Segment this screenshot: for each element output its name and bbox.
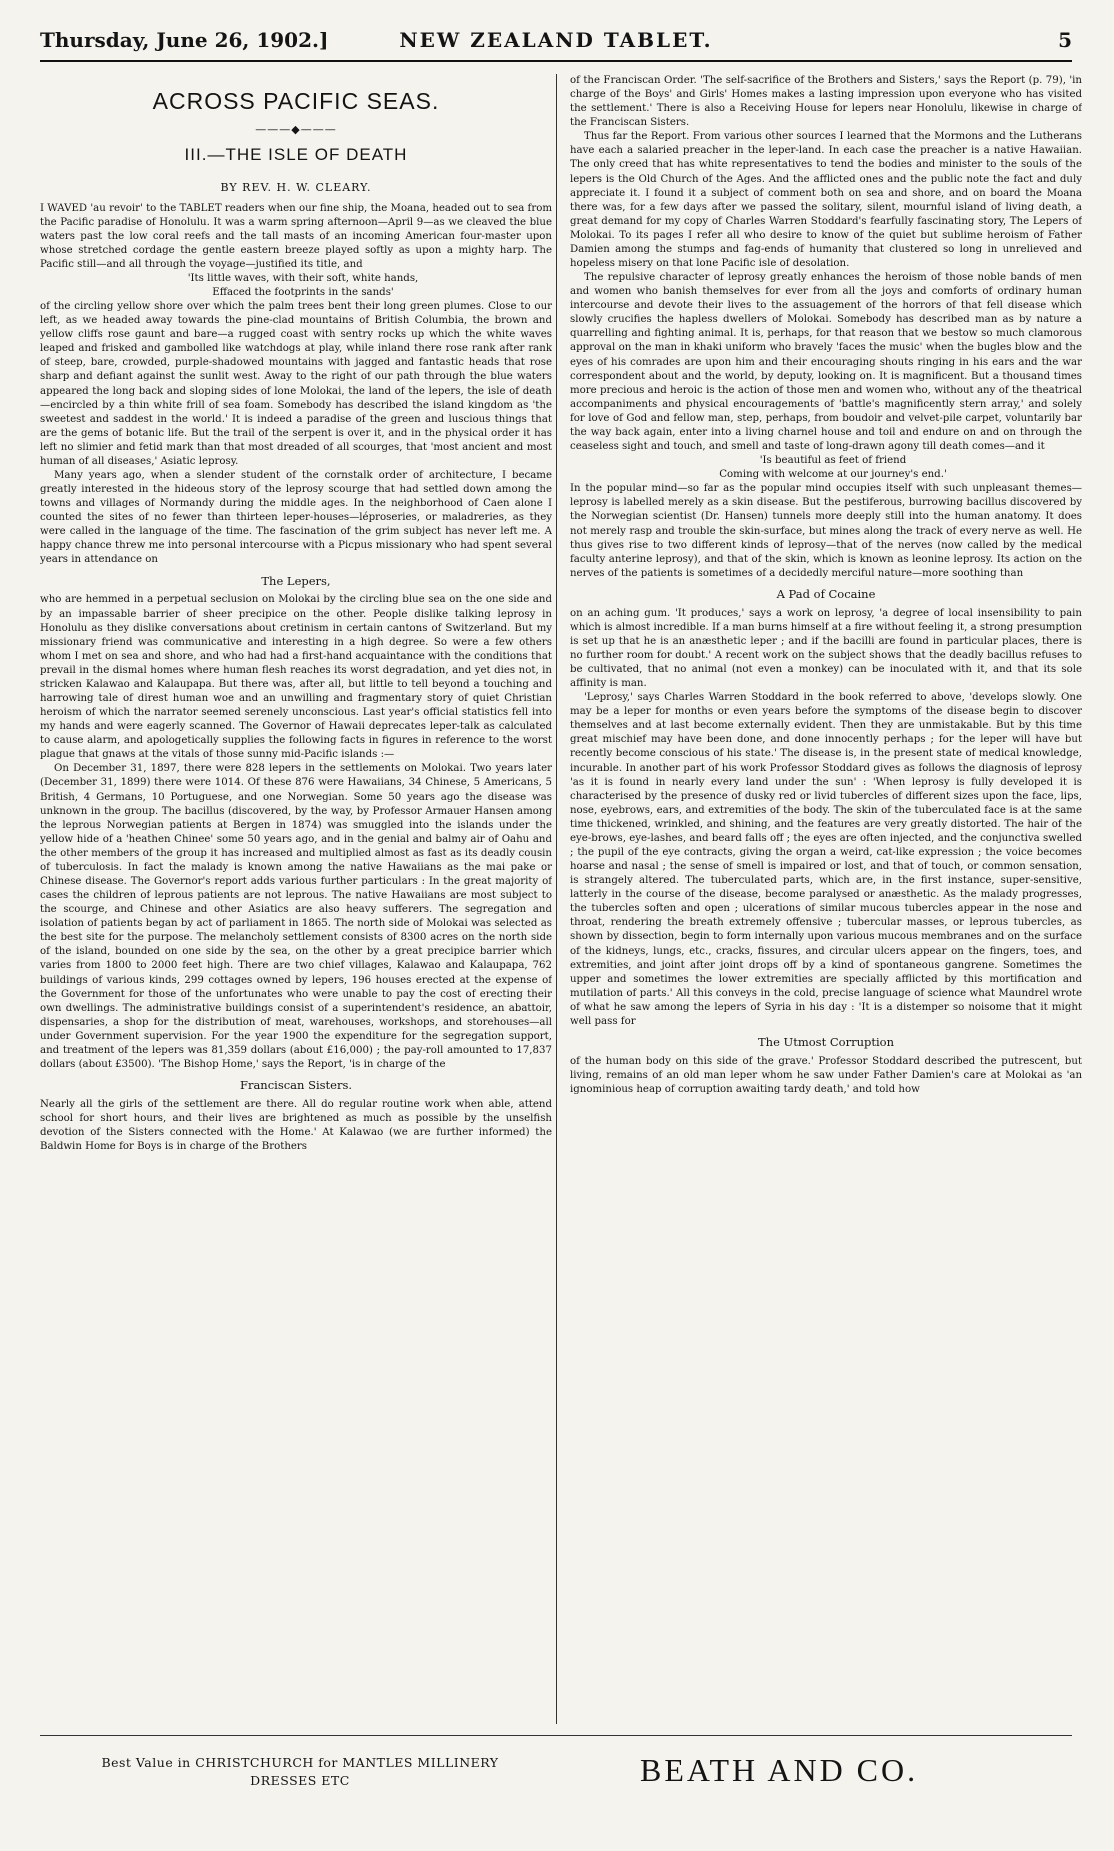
page-header bbox=[40, 24, 1072, 64]
paragraph: On December 31, 1897, there were 828 lepers in the settlements on Molokai. Two years later (December 31, 1899) there were 1014. Of these 876 were Hawaiians, 34 Chinese, 5 Americans, 5 British, 4 Germans, 10 Portuguese, and one Norwegian. Some 50 years ago the disease was unknown in the group. The bacillus (discovered, by the way, by Professor Armauer Hansen among the leprous Norwegian patients at Bergen in 1874) was smuggled into the islands under the yellow hide of a 'heathen Chinee' some 50 years ago, and in the genial and balmy air of Oahu and the other members of the group it has increased and multiplied almost as fast as its deadly cousin of tuberculosis. In fact the malady is known among the native Hawaiians as the mai pake or Chinese disease. The Governor's report adds various further particulars : In the great majority of cases the children of leprous patients are not leprous. The native Hawaiians are most subject to the scourge, and Chinese and other Asiatics are also heavy sufferers. The segregation and isolation of patients began by act of parliament in 1865. The north side of Molokai was selected as the best site for the purpose. The melancholy settlement consists of 8300 acres on the north side of the island, bounded on one side by the sea, on the other by a great precipice barrier which varies from 1800 to 2000 feet high. There are two chief villages, Kalawao and Kalaupapa, 762 buildings of various kinds, 299 cottages owned by lepers, 196 houses erected at the expense of the Government for those of the unfortunates who were unable to pay the cost of erecting their own dwellings. The administrative buildings consist of a superintendent's residence, an abattoir, dispensaries, a shop for the distribution of meat, warehouses, workshops, and storehouses—all under Government supervision. For the year 1900 the expenditure for the segregation support, and treatment of the lepers was 81,359 dollars (about £16,000) ; the pay-roll amounted to 17,837 dollars (about £3500). 'The Bishop Home,' says the Report, 'is in charge of the bbox=[40, 763, 552, 1070]
advert-line: Best Value in CHRISTCHURCH for MANTLES MILLINERY bbox=[101, 1755, 499, 1770]
header-rule bbox=[40, 60, 1072, 62]
paragraph: Thus far the Report. From various other sources I learned that the Mormons and the Lutherans have each a salaried preacher in the leper-land. In each case the preacher is a native Hawaiian. The only creed that has white representatives to tend the bodies and minister to the souls of the lepers is the Old Church of the Ages. And the afflicted ones and the public note the fact and duly appreciate it. I found it a subject of comment both on sea and shore, and on board the Moana there was, for a few days after we passed the solitary, silent, mournful island of living death, a great demand for my copy of Charles Warren Stoddard's fearfully fascinating story, The Lepers of Molokai. To its pages I refer all who desire to know of the quiet but sublime heroism of Father Damien among the stumps and fag-ends of humanity that clustered so long in unrelieved and hopeless misery on that lone Pacific isle of desolation. bbox=[570, 131, 1082, 270]
issue-date: Thursday, June 26, 1902.] bbox=[40, 28, 329, 52]
paragraph: Many years ago, when a slender student of the cornstalk order of architecture, I became greatly interested in the hideous story of the leprosy scourge that had settled down among the towns and villages of Normandy during the middle ages. In the neighborhood of Caen alone I counted the sites of no fewer than thirteen leper-houses—léproseries, or maladreries, as they were called in the language of the time. The fascination of the grim subject has never left me. A happy chance threw me into personal intercourse with a Picpus missionary who had spent several years in attendance on bbox=[40, 470, 552, 566]
paragraph: of the human body on this side of the grave.' Professor Stoddard described the putrescent, but living, remains of an old man leper whom he saw under Father Damien's care at Molokai as 'an ignominious heap of corruption awaiting tardy death,' and told how bbox=[570, 1055, 1082, 1096]
paragraph: The repulsive character of leprosy greatly enhances the heroism of those noble bands of men and women who banish themselves for ever from all the joys and comforts of ordinary human intercourse and devote their lives to the assuagement of the horrors of that fell disease which slowly crucifies the hapless dwellers of Molokai. Somebody has described man as by nature a quarrelling and fighting animal. It is, perhaps, for that reason that we bestow so much clamorous approval on the man in khaki uniform who bravely 'faces the music' when the bugles blow and the eyes of his comrades are upon him and their encouraging shouts ringing in his ears and the war correspondent about and the world, by deputy, looking on. It is magnificent. But a thousand times more precious and heroic is the action of those men and women who, without any of the theatrical accompaniments and physical encouragements of 'battle's magnificently stern array,' and solely for love of God and fellow man, step, perhaps, from boudoir and velvet-pile carpet, voluntarily bar the way back again, enter into a living charnel house and toil and endure on and on through the ceaseless sight and touch, and smell and taste of long-drawn agony till death comes—and it bbox=[570, 272, 1082, 453]
verse-line: 'Is beautiful as feet of friend bbox=[759, 455, 907, 467]
article-title: ACROSS PACIFIC SEAS. bbox=[152, 88, 440, 114]
paragraph: of the circling yellow shore over which the palm trees bent their long green plumes. Close to our left, as we headed away towards the pine-clad mountains of British Columbia, the brown and yellow cliffs rose gaunt and bare—a rugged coast with sentry rocks up which the white waves leaped and frisked and gambolled like watchdogs at play, while inland there rose rank after rank of steep, bare, crowded, purple-shadowed mountains with jagged and fantastic heads that rose sharp and defiant against the sunlit west. Away to the right of our path through the blue waters appeared the long back and sloping sides of lone Molokai, the land of the lepers, the isle of death—encircled by a thin white frill of sea foam. Somebody has described the island kingdom as 'the sweetest and saddest in the world.' It is indeed a paradise of the green and luscious things that are the gems of botanic life. But the trail of the serpent is over it, and in the physical order it has left no slimier and fetid mark than that most dreaded of all scourges, that 'most ancient and most human of all diseases,' Asiatic leprosy. bbox=[40, 301, 552, 467]
subheading: A Pad of Cocaine bbox=[776, 586, 876, 601]
byline: BY REV. H. W. CLEARY. bbox=[220, 181, 372, 195]
left-column bbox=[40, 74, 552, 1724]
verse-line: 'Its little waves, with their soft, white hands, bbox=[187, 272, 419, 284]
subheading: The Utmost Corruption bbox=[758, 1035, 894, 1050]
article-subtitle: III.—THE ISLE OF DEATH bbox=[184, 144, 408, 164]
paragraph: In the popular mind—so far as the popular mind occupies itself with such unpleasant themes—leprosy is labelled merely as a skin disease. But the pestiferous, burrowing bacillus discovered by the Norwegian scientist (Dr. Hansen) tunnels more deeply still into the human anatomy. It does not merely rasp and trouble the skin-surface, but mines along the track of every nerve as well. He thus gives rise to two different kinds of leprosy—that of the nerves (now called by the medical faculty anterine leprosy), and that of the skin, which is known as leonine leprosy. Its action on the nerves of the patients is sometimes of a decidedly merciful nature—more soothing than bbox=[570, 483, 1082, 579]
advert-right: BEATH AND CO. bbox=[640, 1752, 919, 1788]
paragraph: 'Leprosy,' says Charles Warren Stoddard in the book referred to above, 'develops slowly. One may be a leper for months or even years before the symptoms of the disease begin to discover themselves and at last become externally evident. Then they are unmistakable. But by this time great mischief may have been done, and done innocently perhaps ; for the leper will have but recently become conscious of his state.' The disease is, in the present state of medical knowledge, incurable. In another part of his work Professor Stoddard gives as follows the diagnosis of leprosy 'as it is found in nearly every land under the sun' : 'When leprosy is fully developed it is characterised by the presence of dusky red or livid tubercles of different sizes upon the face, lips, nose, eyebrows, ears, and extremities of the body. The skin of the tuberculated face is at the same time thickened, wrinkled, and shining, and the features are very greatly distorted. The hair of the eye-brows, eye-lashes, and beard falls off ; the eyes are often injected, and the conjunctiva swelled ; the pupil of the eye contracts, giving the organ a weird, cat-like expression ; the voice becomes hoarse and nasal ; the sense of smell is impaired or lost, and that of touch, or common sensation, is strangely altered. The tuberculated parts, which are, in the first instance, super-sensitive, latterly in the course of the disease, become paralysed or anæsthetic. As the malady progresses, the tubercles soften and open ; ulcerations of similar mucous tubercles appear in the nose and throat, rendering the breath extremely offensive ; tubercular masses, or leprous tubercles, as shown by dissection, begin to form internally upon various mucous membranes and on the surface of the kidneys, lungs, etc., cracks, fissures, and circular ulcers appear on the fingers, toes, and extremities, and joint after joint drops off by a kind of spontaneous gangrene. Sometimes the upper and sometimes the lower extremities are specially afflicted by this mortification and mutilation of parts.' All this conveys in the cold, precise language of science what Maundrel wrote of what he saw among the lepers of Syria in his day : 'It is a distemper so noisome that it might well pass for bbox=[570, 692, 1082, 1027]
page-number: 5 bbox=[1058, 28, 1072, 52]
footer-rule bbox=[40, 1735, 1072, 1736]
advert-left bbox=[80, 1754, 520, 1789]
advert-line: DRESSES ETC bbox=[250, 1772, 350, 1788]
subheading: The Lepers, bbox=[261, 573, 331, 588]
paragraph: of the Franciscan Order. 'The self-sacrifice of the Brothers and Sisters,' says the Report (p. 79), 'in charge of the Boys' and Girls' Homes makes a lasting impression upon everyone who has visited the settlement.' There is also a Receiving House for lepers near Honolulu, likewise in charge of the Franciscan Sisters. bbox=[570, 75, 1082, 129]
subheading: Franciscan Sisters. bbox=[239, 1078, 353, 1093]
title-ornament: ———◆——— bbox=[255, 122, 337, 136]
paragraph: who are hemmed in a perpetual seclusion on Molokai by the circling blue sea on the one side and by an impassable barrier of sheer precipice on the other. People dislike talking leprosy in Honolulu as they dislike conversations about cretinism in certain cantons of Switzerland. But my missionary friend was communicative and interesting in a high degree. So were a few others whom I met on sea and shore, and who had had a first-hand acquaintance with the conditions that prevail in the dismal homes where human flesh reaches its worst degradation, and yet dies not, in stricken Kalawao and Kalaupapa. But there was, after all, but little to tell beyond a touching and harrowing tale of direst human woe and an unwilling and fragmentary story of quiet Christian heroism of which the narrator seemed serenely unconscious. Last year's official statistics fell into my hands and were eagerly scanned. The Governor of Hawaii deprecates leper-talk as calculated to cause alarm, and apologetically supplies the following facts in figures in reference to the worst plague that gnaws at the vitals of those sunny mid-Pacific islands :— bbox=[40, 594, 552, 761]
paragraph: on an aching gum. 'It produces,' says a work on leprosy, 'a degree of local insensibility to pain which is almost incredible. If a man burns himself at a fire without feeling it, a strong presumption is set up that he is an anæsthetic leper ; and if the bacilli are found in particular places, there is no further room for doubt.' A recent work on the subject shows that the deadly bacillus refuses to be cultivated, that no animal (not even a monkey) can be inoculated with it, and that its sole affinity is man. bbox=[570, 607, 1082, 690]
footer-advertisement bbox=[40, 1752, 1072, 1822]
paragraph: Nearly all the girls of the settlement are there. All do regular routine work when able, attend school for short hours, and their lives are brightened as much as possible by the unselfish devotion of the Sisters connected with the Home.' At Kalawao (we are further informed) the Baldwin Home for Boys is in charge of the Brothers bbox=[40, 1098, 552, 1153]
column-divider bbox=[556, 74, 557, 1724]
verse-line: Effaced the footprints in the sands' bbox=[212, 287, 394, 298]
paragraph: I WAVED 'au revoir' to the TABLET readers when our fine ship, the Moana, headed out to sea from the Pacific paradise of Honolulu. It was a warm spring afternoon—April 9—as we cleaved the blue waters past the low coral reefs and the tall masts of an incoming American four-master upon whose stretched cordage the gentle eastern breeze played softly as upon a mighty harp. The Pacific still—and all through the voyage—justified its title, and bbox=[40, 202, 552, 270]
verse-line: Coming with welcome at our journey's end.' bbox=[719, 469, 947, 481]
right-column bbox=[570, 74, 1082, 1724]
newspaper-title: NEW ZEALAND TABLET. bbox=[399, 28, 713, 52]
